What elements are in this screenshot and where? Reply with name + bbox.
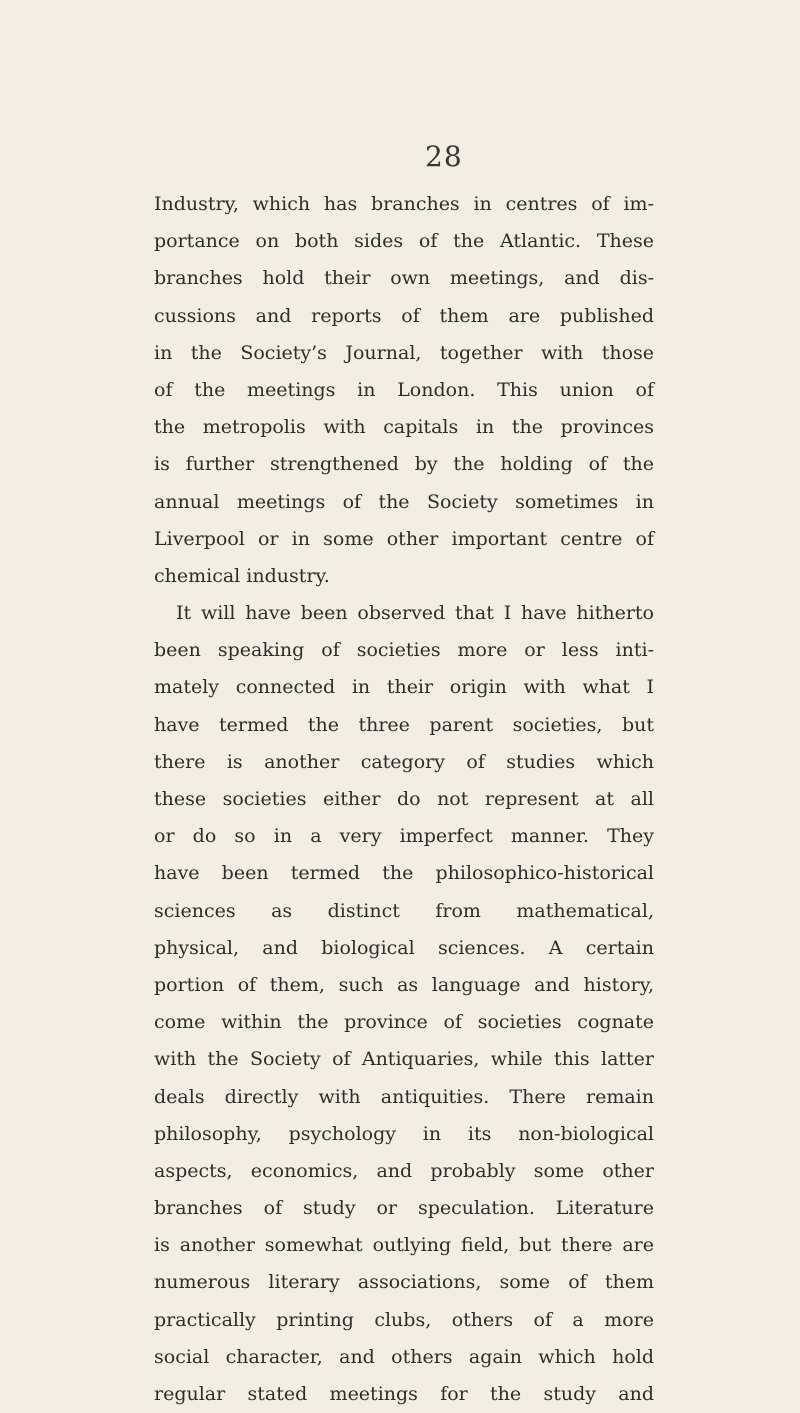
text-line: aspects, economics, and probably some other [154,1159,654,1182]
text-line: practically printing clubs, others of a more [154,1308,654,1331]
text-line: the metropolis with capitals in the provinces [154,416,654,439]
text-line: is further strengthened by the holding of the [154,453,654,476]
text-line: been speaking of societies more or less inti- [154,639,654,662]
text-line: portion of them, such as language and history, [154,973,654,996]
page-number: 28 [425,140,463,173]
text-line: Liverpool or in some other important centre of [154,527,654,550]
text-line: chemical industry. [154,564,330,587]
text-line: in the Society’s Journal, together with those [154,341,654,364]
text-line: numerous literary associations, some of them [154,1271,654,1294]
text-line: annual meetings of the Society sometimes in [154,490,654,513]
text-line: sciences as distinct from mathematical, [154,899,654,922]
text-line: have termed the three parent societies, but [154,713,654,736]
text-line: social character, and others again which hold [154,1345,654,1368]
text-line: there is another category of studies which [154,750,654,773]
text-line: physical, and biological sciences. A certain [154,936,654,959]
text-line: Industry, which has branches in centres of im- [154,193,654,215]
text-line: branches of study or speculation. Literature [154,1197,654,1220]
text-line: is another somewhat outlying field, but there are [154,1234,654,1257]
text-line: deals directly with antiquities. There remain [154,1085,654,1108]
text-line: come within the province of societies cognate [154,1011,654,1034]
text-line: these societies either do not represent at all [154,788,654,810]
text-line: or do so in a very imperfect manner. They [154,825,654,848]
text-line: of the meetings in London. This union of [154,378,654,401]
text-line: cussions and reports of them are published [154,304,654,327]
text-line: have been termed the philosophico-historical [154,862,654,885]
text-line: It will have been observed that I have hitherto [176,602,654,625]
text-line: portance on both sides of the Atlantic. These [154,230,654,253]
text-line: with the Society of Antiquaries, while this latter [154,1048,654,1071]
text-line: regular stated meetings for the study and [154,1383,654,1405]
text-line: branches hold their own meetings, and dis- [154,267,654,290]
text-line: mately connected in their origin with what I [154,676,654,699]
text-line: philosophy, psychology in its non-biological [154,1122,654,1145]
body-text [154,186,654,1413]
